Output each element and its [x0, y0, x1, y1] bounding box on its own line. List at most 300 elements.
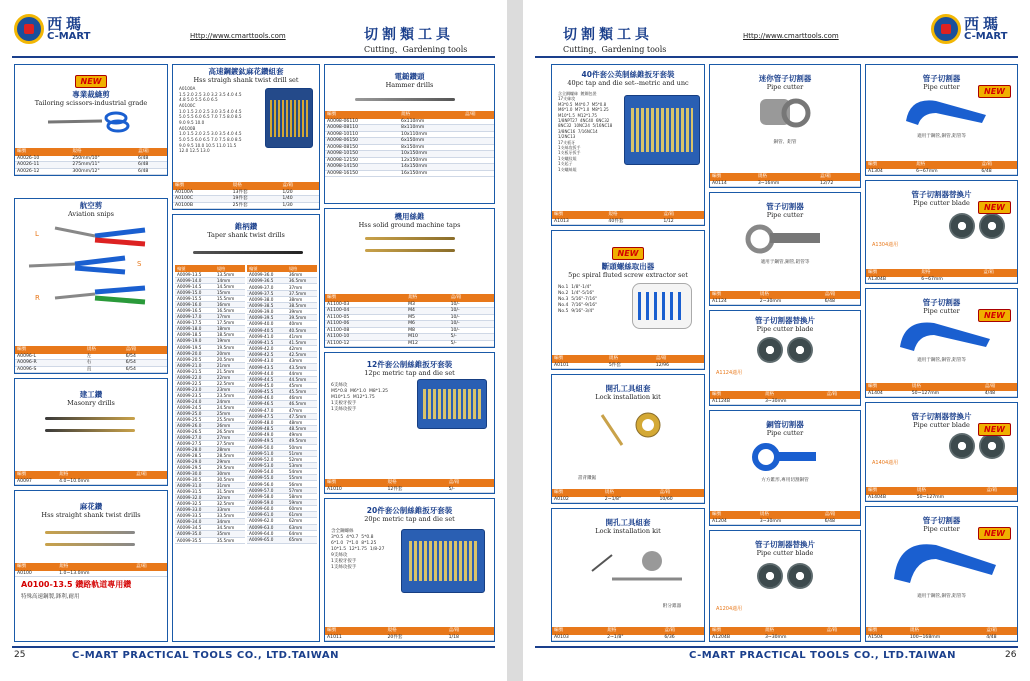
cell: 6~67mm [914, 169, 979, 175]
cell: 45mm [287, 382, 317, 388]
cell: A0101 [552, 363, 607, 369]
product-name-en: Pipe cutter [923, 82, 960, 91]
col-qty: 盒/箱 [449, 294, 494, 302]
product-name-en: Taper shank twist drills [207, 230, 285, 239]
col-no: 編號 [552, 355, 607, 363]
cell: 12/72 [818, 181, 860, 187]
tap12-content [325, 377, 494, 437]
taper-drill-image [173, 239, 319, 265]
product-name-en: 40pc tap and die set--metric and unc [567, 78, 689, 87]
table-row [552, 635, 704, 641]
cell: A0099-37.0 [247, 284, 287, 290]
product-copper-pipe-cutter [709, 410, 861, 526]
cell: 46.5mm [287, 401, 317, 407]
hammer-drill-image [325, 89, 494, 111]
cell: 41mm [287, 333, 317, 339]
cutter-blade-icon [949, 433, 975, 459]
cell: 31.5mm [215, 489, 245, 495]
product-name-cn: 管子切割器 [922, 516, 961, 525]
cell: 28mm [215, 447, 245, 453]
cell: 43mm [287, 358, 317, 364]
cell: 5/- [449, 334, 494, 341]
cell: 25.5mm [215, 416, 245, 422]
col-spec: 規格 [287, 265, 317, 272]
cell: 17mm [215, 314, 245, 320]
cell: A0099-36.0 [247, 272, 287, 278]
cell: 6x110mm [399, 119, 463, 125]
cell: 250mm/10" [70, 156, 136, 162]
pipe-cutter-icon [710, 437, 861, 477]
col-no: 編號 [173, 182, 231, 190]
cell: A0098-06150 [325, 138, 399, 145]
cell: A0099-31.0 [175, 483, 215, 489]
cell: A0099-26.5 [175, 428, 215, 434]
cell: A0099-53.0 [247, 462, 287, 468]
col-spec: 規格 [919, 269, 981, 277]
cell: A0099-27.5 [175, 441, 215, 447]
col-spec: 規格 [758, 291, 823, 299]
col-spec: 規格 [85, 346, 124, 354]
product-hammer-drills [324, 64, 495, 204]
product-name-cn: 20件套公制絲錐扳牙套裝 [366, 506, 453, 515]
col-spec: 規格 [763, 391, 825, 399]
brand-emblem-icon [14, 14, 44, 44]
table-row [15, 168, 167, 175]
cell: A1013 [552, 219, 606, 225]
pc1304-table [866, 161, 1017, 175]
cell: A0100C [173, 196, 231, 203]
cell: 28.5mm [215, 453, 245, 459]
table-row [15, 479, 167, 485]
col-qty: 盒/箱 [984, 487, 1017, 495]
cell: A0099-39.5 [247, 315, 287, 321]
pc1404-table [866, 383, 1017, 397]
section-title-en: Cutting、Gardening tools [364, 45, 468, 54]
col-qty: 盒/箱 [823, 511, 860, 519]
table-row [866, 277, 1017, 283]
cell: A1404B [866, 495, 915, 501]
cell: 100~168mm [908, 635, 984, 641]
tap20-content [325, 523, 494, 603]
col-no: 編號 [710, 173, 756, 181]
cell: A1100-03 [325, 302, 406, 308]
cell: 3~30mm [763, 399, 825, 405]
product-name-cn: 斷頭螺絲取出器 [601, 262, 655, 271]
cell: A0099-22.0 [175, 374, 215, 380]
cell: 8x150mm [399, 144, 463, 151]
cell: A1404 [866, 391, 910, 397]
product-pipe-cutter-a1124 [709, 192, 861, 306]
cell: A0099-38.5 [247, 302, 287, 308]
cell: 15mm [215, 290, 245, 296]
col-spec: 規格 [57, 563, 134, 571]
cell: 19mm [215, 338, 245, 344]
cell: 27mm [215, 434, 245, 440]
footer-rule [12, 646, 495, 648]
cell: 1.0~13.0mm [57, 571, 134, 577]
website-link[interactable]: Http://www.cmarttools.com [190, 32, 286, 40]
cell: 14x150mm [399, 164, 463, 171]
cell: 42mm [287, 346, 317, 352]
cell: 48.5mm [287, 426, 317, 432]
cell: 3~16mm [756, 181, 818, 187]
product-pipe-cutter-a1404 [865, 288, 1018, 398]
col-spec: 規格 [603, 489, 658, 497]
tap-set-case-icon [401, 529, 485, 593]
cell: 10/- [449, 327, 494, 334]
cell: A0098-10110 [325, 131, 399, 138]
cell: A1204B [710, 635, 763, 641]
col-qty: 盒/箱 [979, 161, 1017, 169]
hole-saw-icon [552, 535, 705, 599]
cell: A0099-22.5 [175, 380, 215, 386]
drill-case-icon [265, 88, 313, 148]
product-name-cn: 專業裁縫剪 [72, 90, 110, 99]
drill-bit-icon [193, 251, 303, 254]
cell: 65mm [287, 536, 317, 543]
bl1304-table [866, 269, 1017, 283]
masonry-table [15, 471, 167, 485]
table-row [15, 366, 167, 373]
col-spec: 規格 [756, 173, 818, 181]
cell: M12 [406, 340, 449, 347]
cell: 47mm [287, 407, 317, 413]
product-taper-drills [172, 214, 320, 642]
product-name-cn: 麻花鑽 [79, 502, 103, 511]
cell: A1010 [325, 487, 385, 493]
table-row [710, 299, 860, 305]
product-name-en: Pipe cutter [766, 428, 804, 437]
col-spec: 規格 [385, 479, 446, 487]
cell: 38.5mm [287, 302, 317, 308]
cell: A0099-19.5 [175, 344, 215, 350]
cell [984, 495, 1017, 501]
product-name-en: Pipe cutter [923, 524, 960, 533]
cell: A0096-R [15, 360, 85, 367]
cutter-blade-icon [787, 563, 813, 589]
col-qty: 盒/箱 [824, 391, 860, 399]
cell: 50~127mm [915, 495, 985, 501]
cell: A0099-44.5 [247, 376, 287, 382]
page-number: 26 [1005, 650, 1017, 660]
product-name-cn: 建工鑽 [79, 390, 103, 399]
cell: 25mm [215, 410, 245, 416]
cell: A0099-45.5 [247, 389, 287, 395]
column-2 [172, 64, 320, 642]
cell: A0026-10 [15, 156, 70, 162]
cell: A0099-20.0 [175, 350, 215, 356]
new-badge: NEW [978, 423, 1011, 436]
cell: A0099-58.0 [247, 493, 287, 499]
cell: 6/48 [136, 162, 167, 169]
product-name-cn: 電鎚鑽頭 [394, 72, 425, 81]
ti-set-spec: A0100A 1.5 2.0 2.5 3.0 3.2 3.5 4.0 4.5 4.8 5.0 5.5 6.0 6.5 A0100C 1.0 1.5 2.0 2.5 3.0 3.5 4.0 4.5 5.0 5.5 6.0 6.5 7.0 7.5 8.0 8.5 9.0 9.5 10.0 A0100B 1.0 1.5 2.0 2.5 3.0 3.5 4.0 4.5 5.0 5.5 6.0 6.5 7.0 7.5 8.0 8.5 9.0 9.5 10.0 10.5 11.0 11.5 12.0 12.5 13.0 [179, 86, 242, 154]
col-qty: 盒/箱 [463, 111, 494, 119]
col-no: 編號 [247, 265, 287, 272]
col-qty: 盒/箱 [447, 627, 494, 635]
product-name-cn: 管子切割器替換片 [911, 190, 972, 199]
cell: 59mm [287, 499, 317, 505]
extractor-table [552, 355, 704, 369]
cell [824, 399, 860, 405]
cell: 20.5mm [215, 356, 245, 362]
compatibility-label: A1124適用 [716, 370, 743, 376]
cell: M8 [406, 327, 449, 334]
cell: 1/20 [280, 190, 319, 196]
page-number: 25 [14, 650, 26, 660]
drill-bit-icon [45, 531, 135, 534]
column-3 [324, 64, 495, 642]
col-spec: 規格 [605, 627, 662, 635]
ti-set-table [173, 182, 319, 209]
cell: A0099-15.5 [175, 296, 215, 302]
cell: 17.5mm [215, 320, 245, 326]
cell: A0099-38.0 [247, 296, 287, 302]
new-badge: NEW [978, 527, 1011, 540]
product-ti-drill-set [172, 64, 320, 210]
product-blade-a1204 [709, 530, 861, 642]
col-qty: 盒/箱 [823, 291, 860, 299]
product-lock-kit-1 [551, 374, 705, 504]
cell: M10 [406, 334, 449, 341]
col-spec: 規格 [758, 511, 823, 519]
col-qty: 盒/箱 [124, 346, 167, 354]
cell: 27.5mm [215, 441, 245, 447]
bl1404-table [866, 487, 1017, 501]
product-name-cn: 40件套公英制絲錐扳牙套裝 [581, 70, 675, 79]
col-spec: 規格 [406, 294, 449, 302]
tap20-table [325, 627, 494, 641]
cell: 10/- [449, 321, 494, 328]
extractor-spec: No.1 1/8"-1/4" No.2 1/4"-5/16" No.3 5/16"-7/16" No.4 7/16"-9/16" No.5 9/16"-3/4" [558, 285, 598, 315]
product-name-en: Hss solid ground machine taps [358, 220, 461, 229]
col-spec: 規格 [908, 627, 984, 635]
cell: A0099-25.0 [175, 410, 215, 416]
col-qty: 盒/箱 [447, 479, 494, 487]
cutter-blade-icon [787, 337, 813, 363]
product-name-en: Hss straight shank twist drills [41, 510, 141, 519]
bl1204-table [710, 627, 860, 641]
cell: A1504 [866, 635, 908, 641]
product-name-cn: 開孔工具組套 [605, 518, 651, 527]
cell: 6/48 [823, 299, 860, 305]
cell: 26mm [215, 422, 245, 428]
cell: 46mm [287, 395, 317, 401]
cell: A0099-28.0 [175, 447, 215, 453]
website-link[interactable]: Http://www.cmarttools.com [743, 32, 839, 40]
product-lock-kit-2 [551, 508, 705, 642]
cell: 63mm [287, 524, 317, 530]
col-spec: 規格 [914, 161, 979, 169]
col-qty: 盒/箱 [984, 627, 1017, 635]
col-qty: 盒/箱 [662, 627, 704, 635]
cell: A0099-54.0 [247, 469, 287, 475]
drill-bit-icon [355, 98, 455, 101]
product-note: 適用于鋼管,銅管,鋁管等 [917, 358, 966, 364]
cell: A0099-50.0 [247, 444, 287, 450]
product-blade-a1304 [865, 180, 1018, 284]
product-pipe-cutter-a1304 [865, 64, 1018, 176]
cell: 25件套 [231, 202, 281, 209]
new-badge: NEW [612, 247, 645, 260]
col-spec: 規格 [910, 383, 983, 391]
cell: A0099-49.5 [247, 438, 287, 444]
new-badge: NEW [75, 75, 108, 88]
cell [134, 479, 167, 485]
cell: A0114 [710, 181, 756, 187]
cell: A1124 [710, 299, 758, 305]
cell: 300mm/12" [70, 168, 136, 175]
snips-icon [15, 218, 168, 318]
cell: A0099-17.5 [175, 320, 215, 326]
cell: A0099-35.5 [175, 537, 215, 543]
pipe-cutter-icon [866, 533, 1018, 593]
tap40-spec: 含全鋼螺絲 鍍鋼包裝 17支絲攻 M3*0.5 M4*0.7 M5*0.8 M6*1.0 M7*1.0 M8*1.25 M10*1.5 M12*1.75 1/8NPT27 4NC40 6NC32 8NC32 10NC24 5/16NC18 3/8NC16 7/16NC14 1/2NC13 17支板牙 1支絲攻扳手 1支板牙扳手 1支螺紋規 1支起子 1支螺絲規 [558, 91, 613, 172]
new-badge: NEW [978, 85, 1011, 98]
table-row [710, 635, 860, 641]
cell: A0099-32.0 [175, 495, 215, 501]
cell: A0099-32.5 [175, 501, 215, 507]
pc1504-table [866, 627, 1017, 641]
cell: 30.5mm [215, 477, 245, 483]
brand-emblem-icon [931, 14, 961, 44]
cell: A1011 [325, 635, 385, 641]
cell: A1100-08 [325, 327, 406, 334]
product-masonry-drills [14, 378, 168, 486]
cell: 19.5mm [215, 344, 245, 350]
cell: A0099-36.5 [247, 278, 287, 284]
cell: A0099-16.5 [175, 308, 215, 314]
cell: A0100A [173, 190, 231, 196]
cell: A0099-23.5 [175, 392, 215, 398]
product-name-en: Hammer drills [385, 80, 434, 89]
lock2-table [552, 627, 704, 641]
compatibility-label: A1204適用 [716, 606, 743, 612]
cell: 8x110mm [399, 125, 463, 132]
cell: M4 [406, 308, 449, 315]
table-row [866, 391, 1017, 397]
table-row [552, 363, 704, 369]
cell: A0103 [552, 635, 605, 641]
taper-table-a [175, 265, 245, 543]
table-row [710, 399, 860, 405]
tap-image [325, 229, 494, 263]
col-no: 編號 [552, 211, 606, 219]
cell: 10/- [449, 308, 494, 315]
tap-icon [365, 237, 455, 240]
cell: A0099-15.0 [175, 290, 215, 296]
col-spec: 規格 [915, 487, 985, 495]
cell: A0099-18.0 [175, 326, 215, 332]
cell: A0099-41.5 [247, 339, 287, 345]
cell: A0098-14150 [325, 164, 399, 171]
product-name-en: Pipe cutter [766, 82, 804, 91]
cell: A0099-61.0 [247, 512, 287, 518]
cell: 32.5mm [215, 501, 245, 507]
cell: A0099-27.0 [175, 434, 215, 440]
product-grid-left [14, 64, 495, 642]
cell: 50~127mm [910, 391, 983, 397]
cell: 49.5mm [287, 438, 317, 444]
cell: A0099-52.0 [247, 456, 287, 462]
col-qty: 盒/箱 [280, 182, 319, 190]
product-name-en: Hss straigh shank twist drill set [193, 75, 299, 84]
col-spec: 規格 [763, 627, 825, 635]
cell: A0099-51.0 [247, 450, 287, 456]
product-note: 適用于鋼管,銅管,鋁管等 [917, 134, 966, 140]
cell: 21mm [215, 362, 245, 368]
cell: A0026-12 [15, 168, 70, 175]
cell: A0099-59.0 [247, 499, 287, 505]
cell: A1100-04 [325, 308, 406, 315]
cell: A0099-30.5 [175, 477, 215, 483]
col-spec: 規格 [70, 148, 136, 156]
cell: 40mm [287, 321, 317, 327]
section-title-cn: 切割類工具 [563, 27, 653, 43]
cell: 44.5mm [287, 376, 317, 382]
cell: 34.5mm [215, 525, 245, 531]
table-row [173, 202, 319, 209]
brand-en: C-MART [47, 30, 91, 42]
cell: 23.5mm [215, 392, 245, 398]
cell [824, 635, 860, 641]
product-name-cn: 錐柄鑽 [234, 222, 258, 231]
cell: 36mm [287, 272, 317, 278]
cell: 4.0~10.0mm [57, 479, 134, 485]
product-name-cn: 開孔工具組套 [605, 384, 651, 393]
cell: A0099-16.0 [175, 302, 215, 308]
cell: 61mm [287, 512, 317, 518]
cell: A0099-23.0 [175, 386, 215, 392]
cell: A0099-37.5 [247, 290, 287, 296]
cell: 1/18 [447, 635, 494, 641]
cell: A0099-42.0 [247, 346, 287, 352]
col-spec: 規格 [57, 471, 134, 479]
cell: 35.5mm [215, 537, 245, 543]
product-name-en: Pipe cutter blade [913, 420, 970, 429]
tap40-content [552, 87, 704, 197]
drill-bit-icon [45, 417, 135, 420]
product-note: 書背鑽鋸 [577, 476, 597, 481]
cell: 33mm [215, 507, 245, 513]
cell: 18.5mm [215, 332, 245, 338]
cell: 53mm [287, 462, 317, 468]
promo-cn: 鑽路軌道專用鑽 [75, 580, 132, 590]
footer-rule [535, 646, 1018, 648]
cell: 19件套 [231, 196, 281, 203]
col-no: 編號 [710, 511, 758, 519]
cell: 42.5mm [287, 352, 317, 358]
cell: 2~30mm [758, 299, 823, 305]
product-note: 附分錐器 [662, 604, 682, 609]
table-row [710, 181, 860, 187]
cell: A0099-39.0 [247, 309, 287, 315]
extractor-content [552, 279, 704, 335]
cell: 58mm [287, 493, 317, 499]
product-name-en: Masonry drills [67, 398, 115, 407]
cell: 37mm [287, 284, 317, 290]
cell: A0099-43.0 [247, 358, 287, 364]
cell: 14mm [215, 278, 245, 284]
product-name-cn: 管子切割器替換片 [911, 412, 972, 421]
cell: A1100-06 [325, 321, 406, 328]
cell: 22mm [215, 374, 245, 380]
product-name-en: Tailoring scissors-industrial grade [34, 98, 148, 107]
cell: A0099-48.5 [247, 426, 287, 432]
product-grid-right [551, 64, 1018, 642]
cutter-blade-icon [757, 337, 783, 363]
cell: A0099-45.0 [247, 382, 287, 388]
